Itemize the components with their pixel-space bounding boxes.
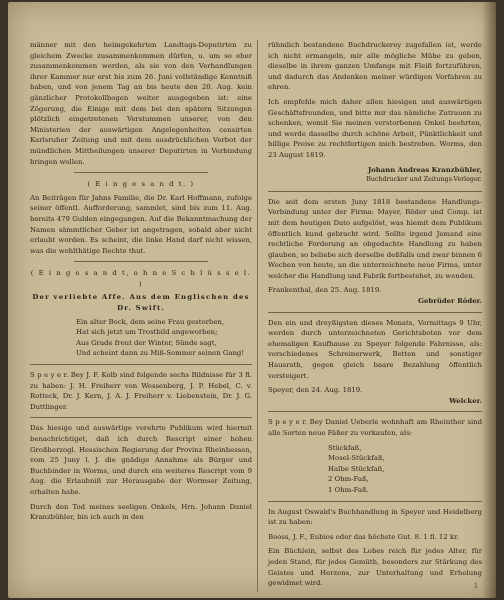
signature-title: Buchdrucker und Zeitungs-Verleger. (366, 176, 482, 184)
column-divider (257, 40, 258, 592)
section-rule (30, 364, 252, 365)
poem-line: Aus Grade freut der Winter, Sünde sagt, (76, 338, 217, 347)
page-number: 1 (473, 582, 478, 590)
printing-house-continuation: rühmlich bestandene Buchdruckerey zugefallen ist, werde ich nicht ermangeln, mir alle mögliche Mühe zu geben, dieselbe in ihrem ganzen Umfange mit Fleiß fortzuführen, und dadurch das Andenken meiner würdigen Vorfahren zu ehren. (268, 41, 482, 92)
newspaper-page (8, 2, 496, 598)
section-rule (268, 191, 482, 192)
signature-roeder: Gebrüder Röder. (418, 297, 482, 306)
section-heading-eingesandt: ( E i n g e s a n d t. ) (87, 180, 195, 189)
barrel-list (268, 443, 482, 496)
jahn-family-donation-paragraph: An Beiträgen für Jahns Familie, die Dr. Karl Hoffmann, zufolge seiner öffentl. Aufforderung, sammlet, sind bis zum 11. Aug. bereits 479 Gulden eingegangen. Auf die Bekanntmachung der Namen sämmtlicher Geber ist angetragen, sobald aber nicht erlaubt worden. Es scheint, die linke Hand darf nicht wissen, was die wohlthätige Rechte thut. (30, 193, 252, 255)
right-column (268, 40, 482, 593)
section-rule (30, 417, 252, 418)
kranzbuehler-paragraph: Durch den Tod meines seeligen Onkels, Hrn. Johann Daniel Kranzbühler, bin ich auch in den (30, 502, 252, 522)
barrel-item: Mosel-Stückfaß, (328, 454, 385, 463)
worms-newspaper-announcement: Das hiesige und auswärtige verehrte Publikum wird hiermit benachrichtiget, daß ich durch Rescript einer hohen Großherzogl. Hessischen Regierung der Provinz Rheinhessen, vom 25 Juny l. J. die gnädige Annahme als Bürger und Buchbinder in Worms, und durch ein weiteres Rescript vom 9 Aug. die Erlaubniß zur Herausgabe der Wormser Zeitung, erhalten habe. (30, 424, 252, 496)
poem-line: Ein alter Bock, dem seine Frau gestorben, (76, 317, 225, 326)
poem-line: Hat sich jetzt um Trostbild angeworben; (76, 328, 218, 337)
frankenthal-date: Frankenthal, den 25. Aug. 1819. (268, 286, 382, 295)
barrel-item: Stückfaß, (328, 443, 362, 452)
political-report-paragraph: männer mit den heimgekehrten Landtags-Deputirten zu gleichem Zwecke zusammenkommen dürfen, u. um so eher zusammenkommen werden, als sie von den Verhandlungen ihrer Kammer nur erst bis zum 26. Juni vollständige Kenntniß haben, und von jenem Tag an bis heute den 20. Aug. kein gänzlicher Protokollbogen weiter ausgegeben ist: eine Zögerung, die Einige mit dem bei den spätern Sitzungen plötzlich eingetretenen Verstummen unserer, von den Ministerien der auswärtigen Angelegenheiten censirten Karlsruher Zeitung und mit dem ausdrücklichen Verbot der mündlichen Mittheilungen unserer Deputirten in Verbindung bringen wollen. (30, 41, 252, 166)
section-rule (268, 501, 482, 502)
signature-kranzbuehler: Johann Andreas Kranzbühler, (367, 165, 482, 174)
section-rule (74, 261, 207, 262)
poem-verse (30, 317, 252, 359)
poem-title: Der verliebte Affe. Aus dem Englischen des Dr. Swift. (32, 293, 250, 313)
printing-house-recommendation: Ich empfehle mich daher allen hiesigen und auswärtigen Geschäftsfreunden, und bitte mir das nämliche Zutrauen zu schenken, womit Sie meinen verstorbenen Onkel beehrten, und werde dasselbe durch schöne Arbeit, Pünktlichkeit und billige Preise zu rechtfertigen mich bestreben. Worms, den 23 August 1819. (268, 97, 482, 159)
barrel-item: Halbe Stückfaß, (328, 464, 385, 473)
section-rule (268, 312, 482, 313)
poem-line: Und scheint dann zu Miß-Sommer seinen Gang! (76, 349, 245, 358)
book-listing: Booss, J. F., Eubios oder das höchste Gut. 8. 1 fl. 12 kr. (268, 532, 459, 541)
signature-welcker: Welcker. (449, 396, 482, 405)
book-gutter-shadow (482, 2, 496, 598)
barrel-item: 1 Ohm-Faß. (328, 485, 369, 494)
section-rule (74, 172, 207, 173)
auction-notice: Den ein und dreyßigsten dieses Monats, Vormittags 9 Uhr, werden durch unterzeichneten Gerichtsboten vor dem ehemaligen Kaufhause zu Speyer folgende Fahrnisse, als: verschiedenes Schreinerwerk, Betten und sonstiger Hausrath, gegen gleich baare Bezahlung öffentlich versteigert. (268, 318, 482, 380)
bookshop-notice: In August Oswald's Buchhandlung in Speyer und Heidelberg ist zu haben: (268, 507, 482, 527)
section-heading-eingesandt-ohne-schluessel: ( E i n g e s a n d t, o h n e S c h l ü s s e l. ) (30, 269, 252, 288)
speyer-date: Speyer, den 24. Aug. 1819. (268, 386, 363, 395)
book-description: Ein Büchlein, selbst des Lobes reich für jedes Alter, für jeden Stand, für jedes Gemüth, besonders zur Stärkung des Geistes und Herzens, zur Unterhaltung und Erholung gewidmet wird. (268, 547, 482, 588)
section-rule (268, 411, 482, 412)
left-column (30, 40, 252, 527)
partnership-dissolution-notice: Die seit dem ersten Juny 1818 bestandene Handlungs-Verbindung unter der Firma: Mayer, Röder und Comp. ist mit dem heutigen Dato aufgelöst, was hiemit dem Publikum öffentlich kund gebracht wird. Sollte irgend Jemand eine rechtliche Forderung an obgedachte Handlung zu haben glauben, so beliebe sich derselbe deßfalls und zwar binnen 6 Wochen von heute, an die unterzeichnete neue Firma, unter welcher die Handlung und Fabrik fortbestehet, zu wenden. (268, 197, 482, 280)
barrel-item: 2 Ohm-Faß, (328, 475, 369, 484)
kolb-portraits-advertisement: S p e y e r. Bey J. F. Kolb sind folgende sechs Bildnisse für 3 fl. zu haben: J. H. Freiherr von Wessenberg, J. P. Hebel, C. v. Rotteck, Dr. J. Kern, J. A. J. Freiherr v. Liebenstein, Dr. J. G. Duttlinger. (30, 371, 252, 411)
barrel-sale-notice: S p e y e r. Bey Daniel Ueberle wohnhaft am Rheinthor sind alle Sorten neue Fäßer zu verkaufen, als: (268, 418, 482, 437)
